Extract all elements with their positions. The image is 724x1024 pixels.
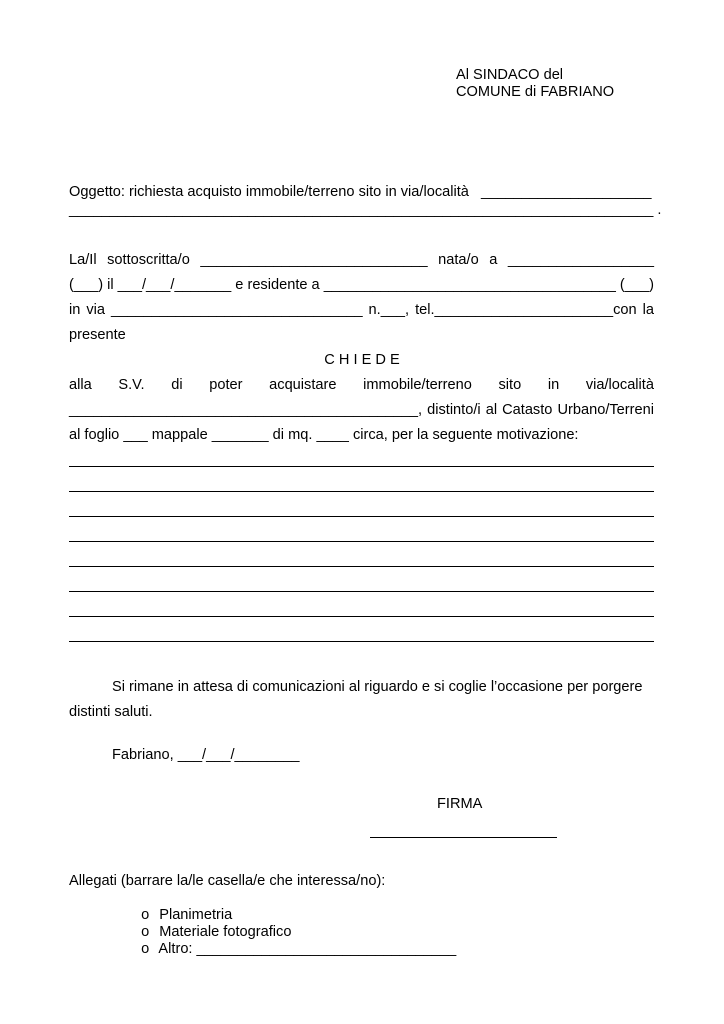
signature-label: FIRMA — [437, 796, 483, 812]
declarant-row-1: La/Il sottoscritta/o ____________________________ nata/o a __________________ — [69, 252, 654, 268]
declarant-row-3: in via _______________________________ n.___, tel.______________________con la — [69, 302, 654, 318]
attachment-item-altro[interactable]: o Altro: ________________________________ — [141, 941, 457, 957]
motivation-line — [69, 516, 654, 517]
closing-line-1: Si rimane in attesa di comunicazioni al riguardo e si coglie l’occasione per porgere — [112, 679, 643, 695]
declarant-row-2: (___) il ___/___/_______ e residente a ____________________________________ (___) — [69, 277, 654, 293]
motivation-line — [69, 541, 654, 542]
checkbox-circle-icon[interactable]: o — [141, 907, 150, 923]
closing-line-2: distinti saluti. — [69, 704, 153, 720]
motivation-line — [69, 641, 654, 642]
request-row-3: al foglio ___ mappale _______ di mq. ____ circa, per la seguente motivazione: — [69, 427, 579, 443]
subject-line-1: Oggetto: richiesta acquisto immobile/terreno sito in via/località _____________________ — [69, 184, 652, 200]
place-date: Fabriano, ___/___/________ — [112, 747, 300, 763]
motivation-line — [69, 591, 654, 592]
request-row-2: ___________________________________________, distinto/i al Catasto Urbano/Terreni — [69, 402, 654, 418]
attachments-heading: Allegati (barrare la/le casella/e che interessa/no): — [69, 873, 386, 889]
motivation-line — [69, 566, 654, 567]
signature-line — [370, 837, 557, 838]
motivation-line — [69, 616, 654, 617]
recipient-line-1: Al SINDACO del — [456, 67, 564, 83]
request-row-1: alla S.V. di poter acquistare immobile/terreno sito in via/località — [69, 377, 654, 393]
subject-line-2: ________________________________________________________________________ . — [69, 202, 662, 218]
attachment-item-materiale-fotografico[interactable]: o Materiale fotografico — [141, 924, 292, 940]
motivation-line — [69, 466, 654, 467]
attachment-item-planimetria[interactable]: o Planimetria — [141, 907, 233, 923]
motivation-line — [69, 491, 654, 492]
request-title: C H I E D E — [324, 352, 400, 368]
checkbox-circle-icon[interactable]: o — [141, 941, 150, 957]
recipient-line-2: COMUNE di FABRIANO — [456, 84, 615, 100]
checkbox-circle-icon[interactable]: o — [141, 924, 150, 940]
declarant-row-4: presente — [69, 327, 126, 343]
